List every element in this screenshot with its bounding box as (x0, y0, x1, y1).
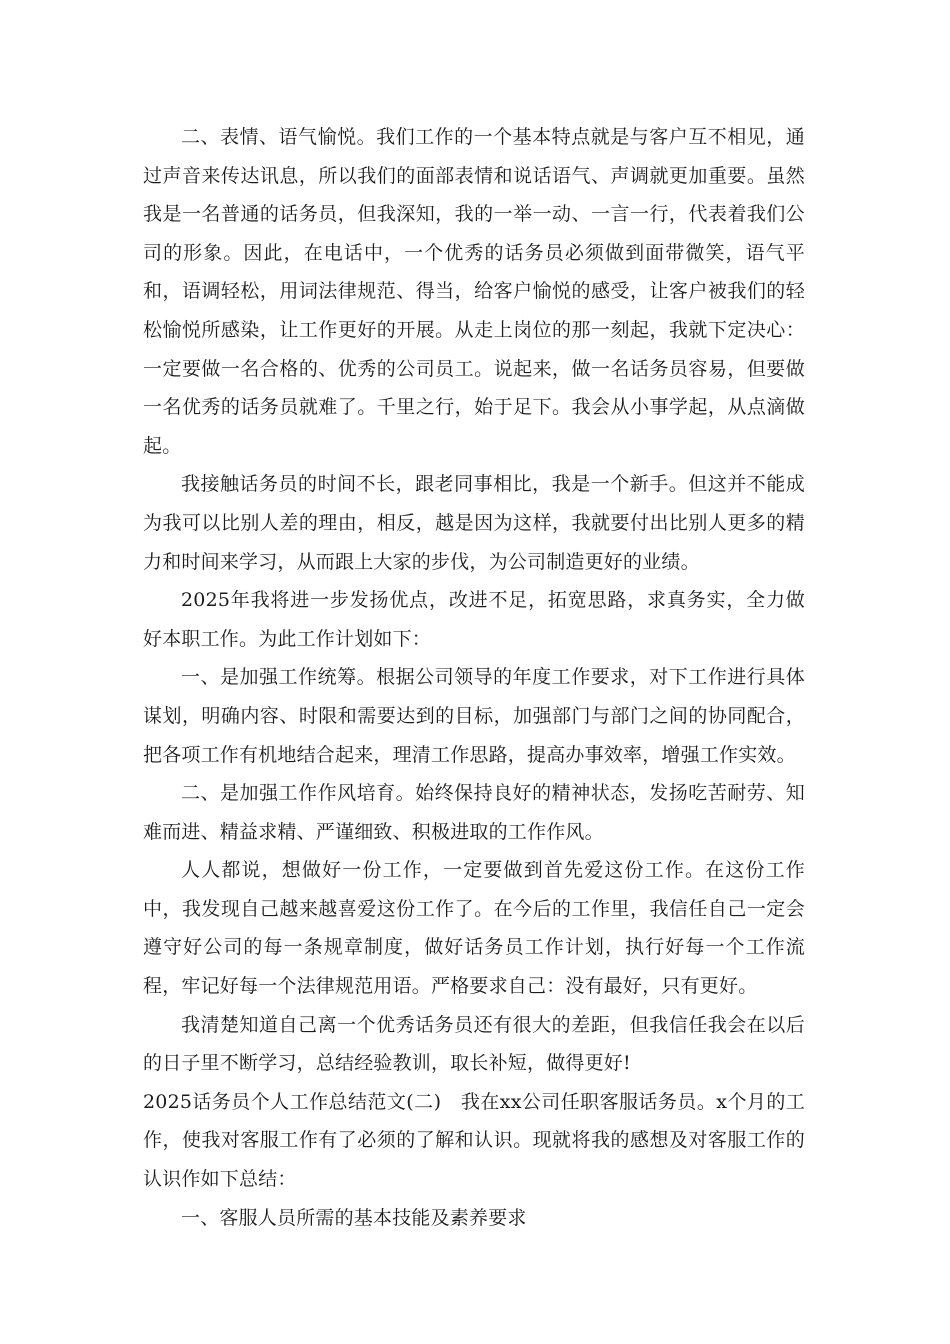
paragraph-plan-item-1: 一、是加强工作统筹。根据公司领导的年度工作要求，对下工作进行具体谋划，明确内容、时限和需要达到的目标，加强部门与部门之间的协同配合，把各项工作有机地结合起来，理清工作思路，提高办事效率，增强工作实效。 (143, 666, 805, 766)
paragraph-expression-tone: 二、表情、语气愉悦。我们工作的一个基本特点就是与客户互不相见，通过声音来传达讯息，所以我们的面部表情和说话语气、声调就更加重要。虽然我是一名普通的话务员，但我深知，我的一举一动、一言一行，代表着我们公司的形象。因此，在电话中，一个优秀的话务员必须做到面带微笑，语气平和，语调轻松，用词法律规范、得当，给客户愉悦的感受，让客户被我们的轻松愉悦所感染，让工作更好的开展。从走上岗位的那一刻起，我就下定决心：一定要做一名合格的、优秀的公司员工。说起来，做一名话务员容易，但要做一名优秀的话务员就难了。千里之行，始于足下。我会从小事学起，从点滴做起。 (143, 126, 805, 457)
paragraph-plan-item-2: 二、是加强工作作风培育。始终保持良好的精神状态，发扬吃苦耐劳、知难而进、精益求精、严谨细致、积极进取的工作作风。 (143, 782, 805, 843)
paragraph-section-heading-skills: 一、客服人员所需的基本技能及素养要求 (181, 1206, 527, 1229)
document-body (143, 118, 805, 1237)
paragraph-2025-plan-intro: 2025年我将进一步发扬优点，改进不足，拓宽思路，求真务实，全力做好本职工作。为此工作计划如下： (143, 589, 805, 650)
paragraph-love-work: 人人都说，想做好一份工作，一定要做到首先爱这份工作。在这份工作中，我发现自己越来越喜爱这份工作了。在今后的工作里，我信任自己一定会遵守好公司的每一条规章制度，做好话务员工作计划，执行好每一个工作流程，牢记好每一个法律规范用语。严格要求自己：没有最好，只有更好。 (143, 859, 805, 998)
paragraph-self-improvement: 我清楚知道自己离一个优秀话务员还有很大的差距，但我信任我会在以后的日子里不断学习，总结经验教训，取长补短，做得更好! (143, 1013, 805, 1075)
paragraph-summary-two-heading: 2025话务员个人工作总结范文(二) 我在xx公司任职客服话务员。x个月的工作，使我对客服工作有了必须的了解和认识。现就将我的感想及对客服工作的认识作如下总结： (143, 1090, 805, 1191)
paragraph-new-employee: 我接触话务员的时间不长，跟老同事相比，我是一个新手。但这并不能成为我可以比别人差的理由，相反，越是因为这样，我就要付出比别人更多的精力和时间来学习，从而跟上大家的步伐，为公司制造更好的业绩。 (143, 473, 805, 573)
